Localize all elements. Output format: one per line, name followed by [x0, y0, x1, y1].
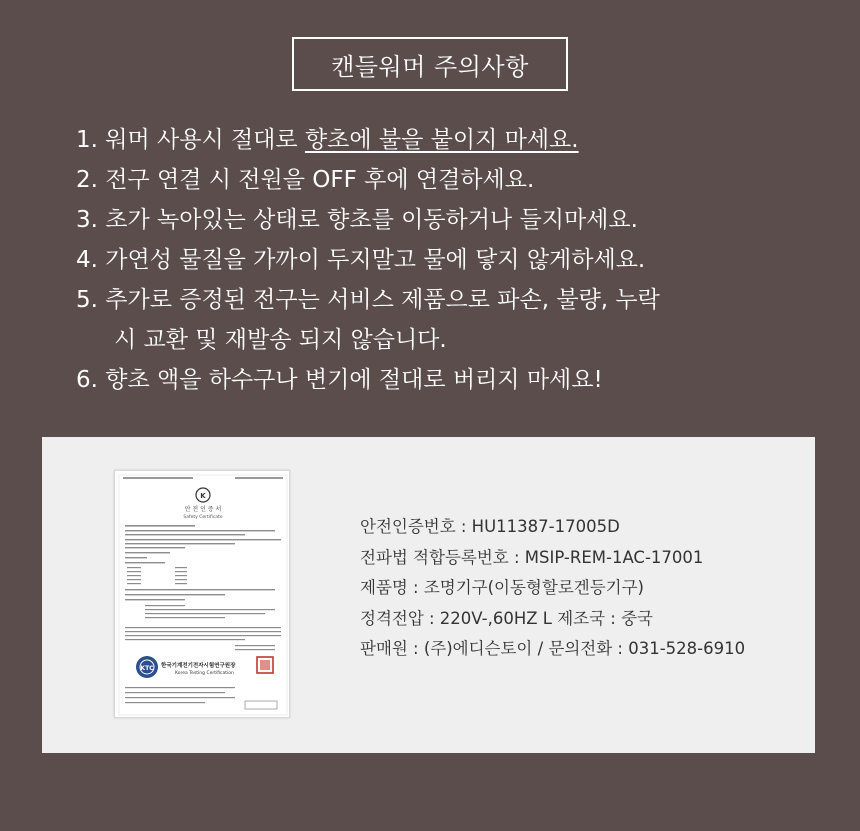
- caution-item-5-line2: 시 교환 및 재발송 되지 않습니다.: [114, 327, 447, 353]
- caution-item-1-prefix: 1. 워머 사용시 절대로: [76, 127, 305, 153]
- svg-text:K: K: [200, 492, 206, 500]
- certificate-issuer: 한국기계전기전자시험연구원장: [161, 663, 236, 669]
- certification-panel: [42, 437, 815, 753]
- seller-contact: 판매원 : (주)에디슨토이 / 문의전화 : 031-528-6910: [360, 639, 746, 658]
- page-title: [292, 37, 568, 91]
- certificate-title: 안 전 인 증 서: [184, 506, 222, 513]
- caution-item-4: 4. 가연성 물질을 가까이 두지말고 물에 닿지 않게하세요.: [76, 247, 646, 273]
- caution-item-5-line1: 5. 추가로 증정된 전구는 서비스 제품으로 파손, 불량, 누락: [76, 287, 660, 313]
- page-title-text: 캔들워머 주의사항: [331, 52, 529, 81]
- ktc-logo-text: KTC: [140, 665, 154, 672]
- safety-certificate-image: [114, 470, 290, 718]
- caution-item-2: 2. 전구 연결 시 전원을 OFF 후에 연결하세요.: [76, 167, 535, 193]
- caution-item-6: 6. 향초 액을 하수구나 변기에 절대로 버리지 마세요!: [76, 367, 603, 393]
- caution-item-1: [76, 120, 816, 160]
- caution-list: [76, 120, 816, 400]
- caution-item-5: [76, 280, 816, 360]
- caution-item-1-underlined: 향초에 불을 붙이지 마세요.: [304, 127, 579, 153]
- safety-cert-number: 안전인증번호 : HU11387-17005D: [360, 517, 620, 536]
- radio-registration-number: 전파법 적합등록번호 : MSIP-REM-1AC-17001: [360, 547, 704, 567]
- certificate-subtitle: Safety Certificate: [183, 515, 223, 520]
- caution-item-3: 3. 초가 녹아있는 상태로 향초를 이동하거나 들지마세요.: [76, 207, 638, 233]
- rated-voltage-origin: 정격전압 : 220V-,60HZ L 제조국 : 중국: [360, 608, 653, 628]
- product-name: 제품명 : 조명기구(이동형할로겐등기구): [360, 578, 644, 597]
- certificate-issuer-en: Korea Testing Certification: [175, 671, 234, 676]
- ktc-logo-icon: [136, 656, 158, 678]
- product-info-list: [360, 512, 745, 665]
- certificate-document: [115, 471, 290, 718]
